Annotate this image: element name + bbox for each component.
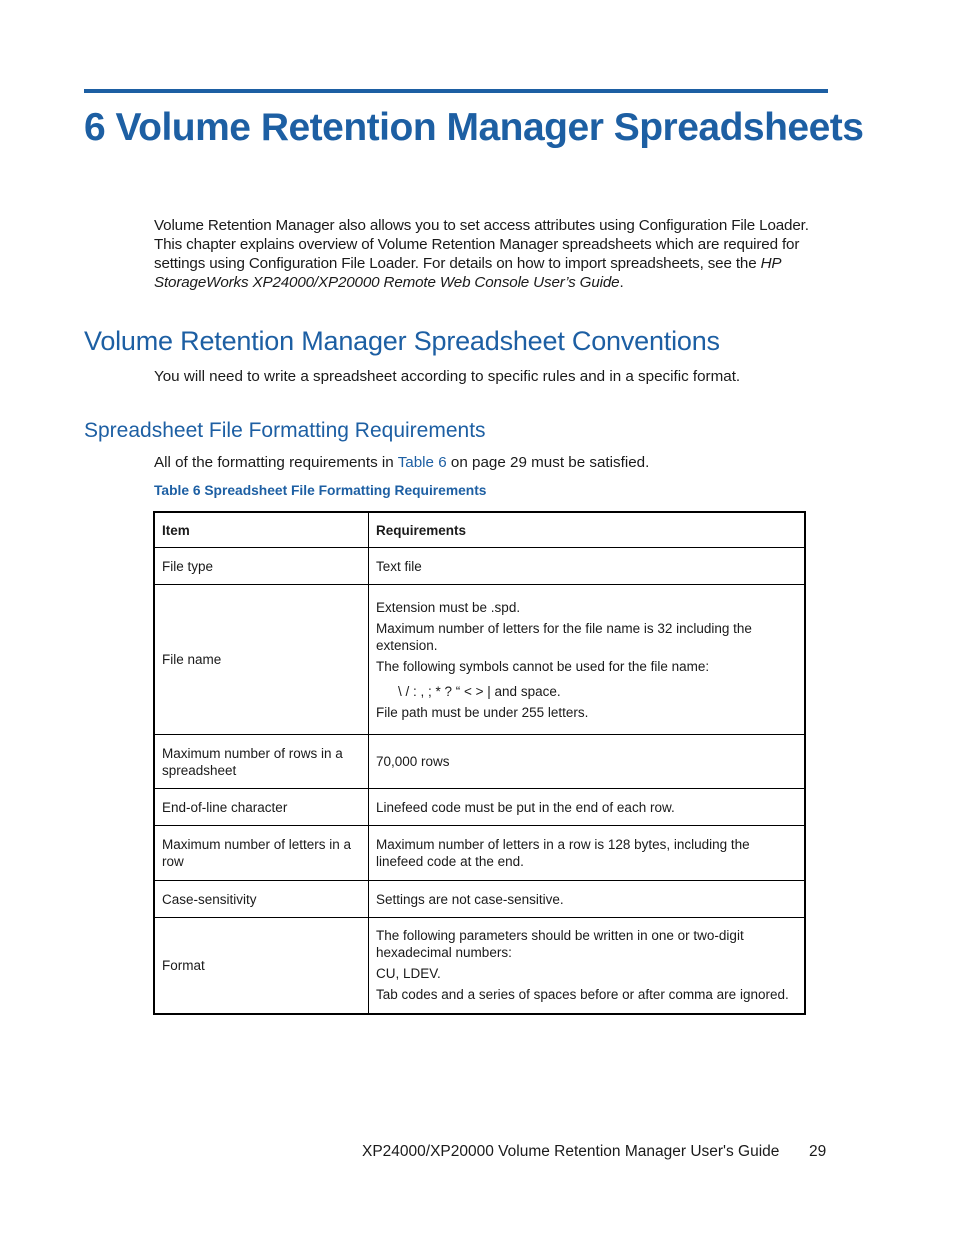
- table-row: [154, 826, 805, 881]
- forbidden-symbols: \ / : , ; * ? “ < > | and space.: [398, 683, 561, 699]
- header-item: Item: [154, 512, 369, 548]
- chapter-title: 6 Volume Retention Manager Spreadsheets: [84, 106, 864, 149]
- footer-guide-title: XP24000/XP20000 Volume Retention Manager User's Guide: [362, 1143, 780, 1160]
- requirements-table: [153, 511, 806, 1015]
- requirement-line: File path must be under 255 letters.: [376, 704, 589, 720]
- row-item: Maximum number of rows in a spreadsheet: [154, 735, 369, 789]
- requirement-line: Maximum number of letters for the file name is 32 including the extension.: [376, 620, 752, 653]
- table-row: [154, 881, 805, 918]
- requirement-line: CU, LDEV.: [376, 966, 441, 982]
- table-header-row: [154, 512, 805, 548]
- requirement-line: Linefeed code must be put in the end of each row.: [376, 799, 675, 815]
- section-title: Volume Retention Manager Spreadsheet Conventions: [84, 326, 720, 356]
- row-item: Maximum number of letters in a row: [154, 826, 369, 881]
- intro-text: Volume Retention Manager also allows you to set access attributes using Configuration File Loader. This chapter explains overview of Volume Retention Manager spreadsheets which are required for settings using Configuration File Loader. For details on how to import spreadsheets, see the: [154, 217, 809, 272]
- row-requirement: [369, 585, 806, 735]
- requirement-line: The following symbols cannot be used for the file name:: [376, 658, 710, 674]
- requirement-line: Maximum number of letters in a row is 128 bytes, including the linefeed code at the end.: [376, 837, 750, 869]
- intro-paragraph: [154, 216, 834, 292]
- requirement-line: Tab codes and a series of spaces before or after comma are ignored.: [376, 987, 789, 1003]
- table-caption: Table 6 Spreadsheet File Formatting Requirements: [154, 483, 487, 498]
- footer-page-number: 29: [809, 1143, 827, 1160]
- row-item: End-of-line character: [154, 789, 369, 826]
- subsection-text: [154, 453, 649, 472]
- table-row: [154, 918, 805, 1014]
- row-requirement: [369, 881, 806, 918]
- table-row: [154, 735, 805, 789]
- table-link[interactable]: Table 6: [397, 454, 447, 471]
- row-requirement: [369, 735, 806, 789]
- requirement-line: Settings are not case-sensitive.: [376, 891, 564, 907]
- requirement-line: Text file: [376, 558, 422, 574]
- intro-text-end: .: [619, 274, 624, 291]
- row-item: Format: [154, 918, 369, 1014]
- requirement-line: Extension must be .spd.: [376, 599, 521, 615]
- row-requirement: [369, 918, 806, 1014]
- table-row: [154, 789, 805, 826]
- requirement-line: 70,000 rows: [376, 754, 450, 769]
- intro-guide-title: HP StorageWorks XP24000/XP20000 Remote Web Console User’s Guide: [154, 255, 781, 291]
- row-requirement: [369, 548, 806, 585]
- row-item: File type: [154, 548, 369, 585]
- table-row: [154, 585, 805, 735]
- chapter-rule: [84, 89, 828, 93]
- requirement-line: The following parameters should be written in one or two-digit hexadecimal numbers:: [376, 928, 744, 961]
- subsection-text-before: All of the formatting requirements in: [154, 454, 398, 471]
- row-item: Case-sensitivity: [154, 881, 369, 918]
- row-item: File name: [154, 585, 369, 735]
- row-requirement: [369, 789, 806, 826]
- header-requirements: Requirements: [369, 512, 806, 548]
- table-row: [154, 548, 805, 585]
- section-text: You will need to write a spreadsheet according to specific rules and in a specific format.: [154, 368, 741, 385]
- row-requirement: [369, 826, 806, 881]
- subsection-title: Spreadsheet File Formatting Requirements: [84, 419, 486, 442]
- subsection-text-after: on page 29 must be satisfied.: [446, 454, 650, 471]
